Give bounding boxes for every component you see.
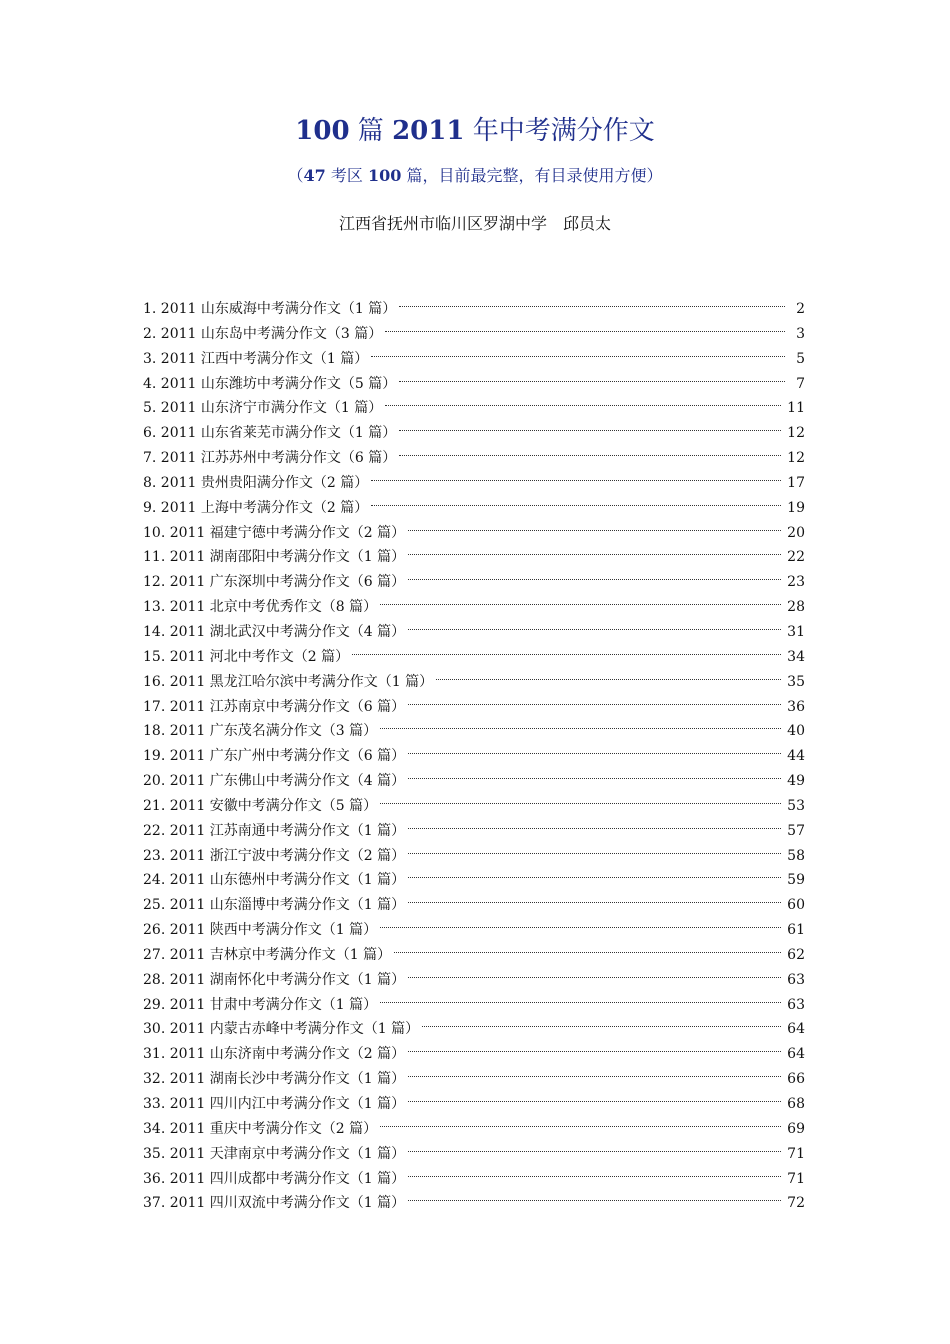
toc-entry-page: 28 <box>787 599 805 616</box>
toc-dot-leader <box>408 612 781 636</box>
subtitle-open-paren: （ <box>287 166 304 185</box>
toc-entry-label: 29. 2011 甘肃中考满分作文（1 篇） <box>143 996 378 1013</box>
toc-entry-label: 8. 2011 贵州贵阳满分作文（2 篇） <box>143 474 369 491</box>
toc-entry-page: 36 <box>787 698 805 715</box>
toc-entry-page: 7 <box>796 375 805 392</box>
toc-entry-page: 23 <box>787 574 805 591</box>
toc-entry-page: 12 <box>787 450 805 467</box>
toc-entry-page: 44 <box>787 748 805 765</box>
document-title <box>0 113 950 149</box>
toc-entry-label: 24. 2011 山东德州中考满分作文（1 篇） <box>143 872 406 889</box>
toc-entry[interactable] <box>143 289 805 317</box>
subtitle-rest: 篇，目前最完整，有目录使用方便） <box>401 166 663 185</box>
toc-dot-leader <box>408 1059 781 1083</box>
toc-entry-page: 11 <box>787 400 805 417</box>
toc-dot-leader <box>380 786 781 810</box>
toc-entry-page: 12 <box>787 425 805 442</box>
toc-dot-leader <box>380 985 781 1009</box>
toc-dot-leader <box>399 438 781 462</box>
toc-dot-leader <box>352 637 781 661</box>
toc-entry-page: 31 <box>787 623 805 640</box>
toc-entry-label: 28. 2011 湖南怀化中考满分作文（1 篇） <box>143 971 406 988</box>
toc-entry-page: 63 <box>787 996 805 1013</box>
toc-dot-leader <box>408 1159 781 1183</box>
toc-dot-leader <box>371 463 781 487</box>
toc-entry-label: 21. 2011 安徽中考满分作文（5 篇） <box>143 797 378 814</box>
toc-entry-page: 57 <box>787 822 805 839</box>
toc-entry-label: 23. 2011 浙江宁波中考满分作文（2 篇） <box>143 847 406 864</box>
toc-dot-leader <box>408 513 781 537</box>
toc-entry-label: 9. 2011 上海中考满分作文（2 篇） <box>143 499 369 516</box>
toc-entry-label: 30. 2011 内蒙古赤峰中考满分作文（1 篇） <box>143 1021 420 1038</box>
toc-entry-label: 35. 2011 天津南京中考满分作文（1 篇） <box>143 1145 406 1162</box>
toc-dot-leader <box>399 413 781 437</box>
subtitle-region-count: 47 <box>303 166 326 185</box>
toc-entry-page: 19 <box>787 499 805 516</box>
toc-entry-label: 12. 2011 广东深圳中考满分作文（6 篇） <box>143 574 406 591</box>
toc-dot-leader <box>380 711 781 735</box>
toc-dot-leader <box>399 364 785 388</box>
toc-dot-leader <box>408 1134 781 1158</box>
toc-entry-label: 18. 2011 广东茂名满分作文（3 篇） <box>143 723 378 740</box>
toc-entry-label: 26. 2011 陕西中考满分作文（1 篇） <box>143 922 378 939</box>
toc-entry-label: 16. 2011 黑龙江哈尔滨中考满分作文（1 篇） <box>143 673 434 690</box>
toc-entry-label: 36. 2011 四川成都中考满分作文（1 篇） <box>143 1170 406 1187</box>
toc-entry-page: 3 <box>796 325 805 342</box>
toc-dot-leader <box>408 811 781 835</box>
title-year: 2011 <box>392 116 465 146</box>
toc-entry-label: 7. 2011 江苏苏州中考满分作文（6 篇） <box>143 450 397 467</box>
toc-entry-page: 71 <box>787 1145 805 1162</box>
toc-entry-page: 53 <box>787 797 805 814</box>
toc-entry-page: 61 <box>787 922 805 939</box>
toc-entry-page: 63 <box>787 971 805 988</box>
toc-dot-leader <box>408 885 781 909</box>
toc-entry-label: 4. 2011 山东潍坊中考满分作文（5 篇） <box>143 375 397 392</box>
toc-dot-leader <box>380 910 781 934</box>
toc-dot-leader <box>371 339 785 363</box>
toc-entry-label: 14. 2011 湖北武汉中考满分作文（4 篇） <box>143 623 406 640</box>
toc-dot-leader <box>408 562 781 586</box>
toc-entry-label: 11. 2011 湖南邵阳中考满分作文（1 篇） <box>143 549 406 566</box>
toc-dot-leader <box>380 1109 781 1133</box>
toc-entry-page: 22 <box>787 549 805 566</box>
document-subtitle <box>0 164 950 188</box>
toc-entry-page: 71 <box>787 1170 805 1187</box>
toc-dot-leader <box>408 736 781 760</box>
subtitle-essay-count: 100 <box>367 166 402 185</box>
title-text: 年中考满分作文 <box>464 116 655 146</box>
toc-dot-leader <box>408 537 781 561</box>
table-of-contents <box>143 289 805 1212</box>
toc-entry-label: 22. 2011 江苏南通中考满分作文（1 篇） <box>143 822 406 839</box>
toc-entry-label: 15. 2011 河北中考作文（2 篇） <box>143 648 350 665</box>
toc-entry-label: 27. 2011 吉林京中考满分作文（1 篇） <box>143 946 392 963</box>
toc-entry-label: 34. 2011 重庆中考满分作文（2 篇） <box>143 1120 378 1137</box>
toc-entry-label: 1. 2011 山东威海中考满分作文（1 篇） <box>143 301 397 317</box>
toc-dot-leader <box>408 687 781 711</box>
toc-dot-leader <box>408 1034 781 1058</box>
toc-entry-label: 6. 2011 山东省莱芜市满分作文（1 篇） <box>143 425 397 442</box>
toc-entry-label: 37. 2011 四川双流中考满分作文（1 篇） <box>143 1195 406 1212</box>
toc-entry-page: 2 <box>796 301 805 317</box>
toc-entry-page: 58 <box>787 847 805 864</box>
toc-entry-page: 5 <box>796 350 805 367</box>
toc-entry-page: 72 <box>787 1195 805 1212</box>
toc-entry-page: 68 <box>787 1096 805 1112</box>
toc-entry-page: 49 <box>787 773 805 790</box>
toc-dot-leader <box>408 761 781 785</box>
toc-dot-leader <box>385 314 785 338</box>
toc-entry-page: 60 <box>787 897 805 914</box>
toc-entry-page: 34 <box>787 648 805 665</box>
toc-dot-leader <box>385 388 781 412</box>
toc-dot-leader <box>408 1183 781 1207</box>
toc-entry-label: 20. 2011 广东佛山中考满分作文（4 篇） <box>143 773 406 790</box>
toc-dot-leader <box>394 935 781 959</box>
toc-entry-label: 33. 2011 四川内江中考满分作文（1 篇） <box>143 1096 406 1112</box>
toc-dot-leader <box>436 662 781 686</box>
toc-entry-label: 13. 2011 北京中考优秀作文（8 篇） <box>143 599 378 616</box>
toc-entry-label: 19. 2011 广东广州中考满分作文（6 篇） <box>143 748 406 765</box>
toc-entry-label: 2. 2011 山东岛中考满分作文（3 篇） <box>143 325 383 342</box>
toc-dot-leader <box>422 1009 781 1033</box>
toc-entry-page: 66 <box>787 1071 805 1088</box>
toc-dot-leader <box>408 836 781 860</box>
toc-entry-page: 40 <box>787 723 805 740</box>
toc-dot-leader <box>408 960 781 984</box>
toc-entry-label: 17. 2011 江苏南京中考满分作文（6 篇） <box>143 698 406 715</box>
toc-entry-page: 35 <box>787 673 805 690</box>
toc-entry-label: 31. 2011 山东济南中考满分作文（2 篇） <box>143 1046 406 1063</box>
toc-entry-page: 62 <box>787 946 805 963</box>
subtitle-region-text: 考区 <box>325 166 368 185</box>
toc-entry-label: 25. 2011 山东淄博中考满分作文（1 篇） <box>143 897 406 914</box>
toc-entry-page: 64 <box>787 1021 805 1038</box>
toc-dot-leader <box>408 860 781 884</box>
title-count: 100 <box>295 116 350 146</box>
document-author: 江西省抚州市临川区罗湖中学 邱员太 <box>338 214 611 233</box>
toc-entry-page: 69 <box>787 1120 805 1137</box>
toc-dot-leader <box>371 488 781 512</box>
toc-dot-leader <box>408 1084 781 1108</box>
toc-entry-page: 59 <box>787 872 805 889</box>
toc-entry-page: 20 <box>787 524 805 541</box>
toc-dot-leader <box>380 587 781 611</box>
toc-entry-label: 5. 2011 山东济宁市满分作文（1 篇） <box>143 400 383 417</box>
toc-entry-page: 64 <box>787 1046 805 1063</box>
title-unit: 篇 <box>349 116 393 146</box>
toc-entry-label: 3. 2011 江西中考满分作文（1 篇） <box>143 350 369 367</box>
toc-entry-label: 32. 2011 湖南长沙中考满分作文（1 篇） <box>143 1071 406 1088</box>
toc-dot-leader <box>399 289 785 313</box>
toc-entry-label: 10. 2011 福建宁德中考满分作文（2 篇） <box>143 524 406 541</box>
toc-entry-page: 17 <box>787 474 805 491</box>
